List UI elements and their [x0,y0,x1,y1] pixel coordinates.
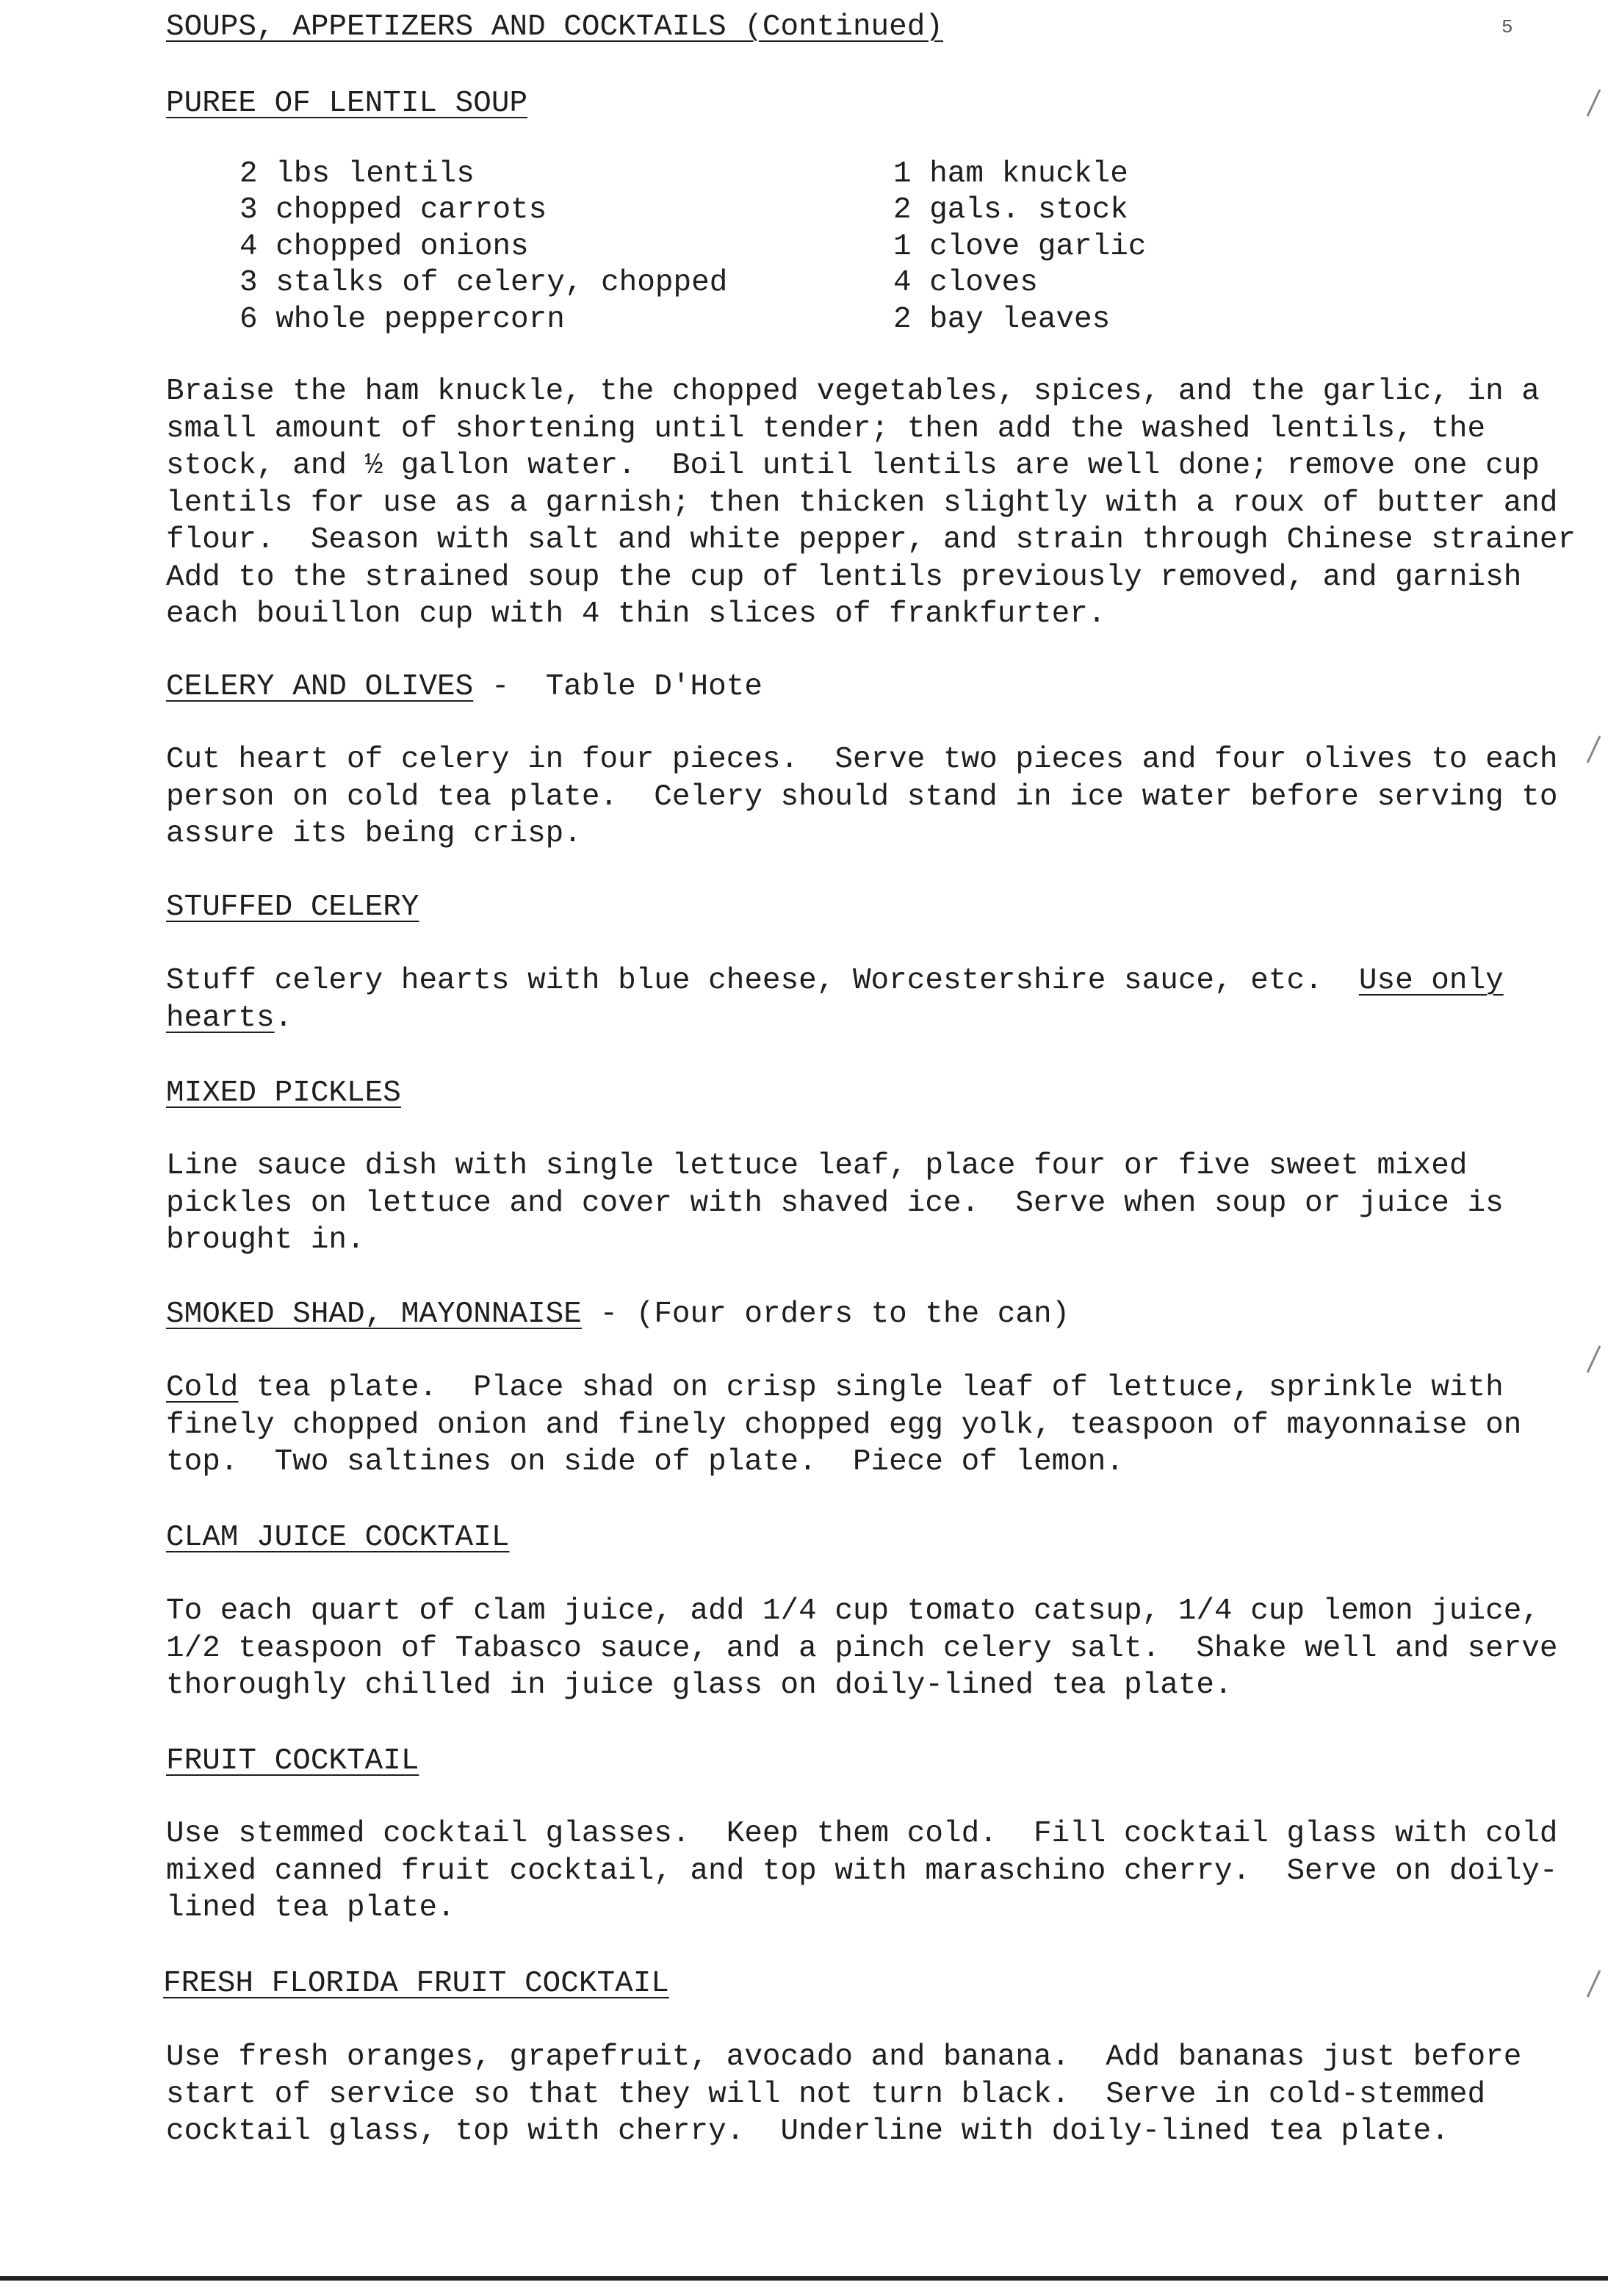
body-line [166,962,1606,1000]
body-line: cocktail glass, top with cherry. Underline with doily-lined tea plate. [166,2115,1449,2148]
body-text: tea plate. Place shad on crisp single leaf of lettuce, sprinkle with [238,1371,1504,1405]
ingredient: 1 clove garlic [893,230,1147,264]
recipe-title-celery-olives: CELERY AND OLIVES [166,670,474,704]
section-title: SOUPS, APPETIZERS AND COCKTAILS (Continued) [166,10,943,44]
recipe-body-florida-fruit [166,2039,1606,2151]
recipe-heading-celery-olives [166,669,762,705]
body-line: top. Two saltines on side of plate. Piece of lemon. [166,1445,1125,1479]
recipe-title-smoked-shad: SMOKED SHAD, MAYONNAISE [166,1298,582,1331]
ingredient: 3 chopped carrots [239,193,547,227]
recipe-body-celery-olives [166,741,1606,853]
recipe-heading-smoked-shad [166,1296,1070,1333]
recipe-body-lentil-soup [166,373,1606,633]
body-line: Cut heart of celery in four pieces. Serve two pieces and four olives to each [166,743,1558,777]
body-line: Use fresh oranges, grapefruit, avocado and banana. Add bananas just before [166,2040,1522,2074]
recipe-subtitle: - Table D'Hote [473,670,762,704]
body-text: Stuff celery hearts with blue cheese, Worcestershire sauce, etc. [166,964,1359,998]
body-line: Line sauce dish with single lettuce leaf, place four or five sweet mixed [166,1149,1468,1183]
ingredient: 1 ham knuckle [893,157,1128,191]
ingredient: 4 chopped onions [239,230,529,264]
body-line: Add to the strained soup the cup of lentils previously removed, and garnish [166,560,1522,594]
scan-mark [1587,1970,1601,1998]
recipe-title-mixed-pickles: MIXED PICKLES [166,1076,401,1110]
body-line: 1/2 teaspoon of Tabasco sauce, and a pinch celery salt. Shake well and serve [166,1631,1558,1666]
recipe-body-clam-juice [166,1593,1606,1705]
body-line: Use stemmed cocktail glasses. Keep them cold. Fill cocktail glass with cold [166,1817,1558,1851]
recipe-title-florida-fruit: FRESH FLORIDA FRUIT COCKTAIL [163,1967,669,2001]
ingredient: 3 stalks of celery, chopped [239,266,728,300]
body-line: start of service so that they will not turn black. Serve in cold-stemmed [166,2077,1486,2112]
recipe-title-stuffed-celery: STUFFED CELERY [166,890,419,924]
recipe-body-smoked-shad [166,1370,1606,1481]
emphasis-text: hearts [166,1001,275,1035]
emphasis-text: Cold [166,1371,239,1405]
body-line: assure its being crisp. [166,817,582,851]
recipe-body-stuffed-celery [166,962,1606,1037]
body-line: pickles on lettuce and cover with shaved ice. Serve when soup or juice is [166,1186,1504,1220]
body-line: lentils for use as a garnish; then thicken slightly with a roux of butter and [166,486,1558,520]
body-line: flour. Season with salt and white pepper, and strain through Chinese strainer [166,523,1576,557]
ingredient: 2 lbs lentils [239,157,475,191]
scan-mark [1587,89,1601,117]
recipe-body-fruit-cocktail [166,1815,1606,1927]
emphasis-text: Use only [1358,964,1504,998]
body-line: mixed canned fruit cocktail, and top with maraschino cherry. Serve on doily- [166,1854,1558,1888]
recipe-subtitle: - (Four orders to the can) [581,1298,1070,1331]
ingredient: 2 gals. stock [893,193,1128,227]
body-line [166,1370,1606,1407]
recipe-body-mixed-pickles [166,1148,1606,1259]
body-line: stock, and ½ gallon water. Boil until lentils are well done; remove one cup [166,449,1540,483]
body-line: finely chopped onion and finely chopped egg yolk, teaspoon of mayonnaise on [166,1408,1522,1442]
body-line: each bouillon cup with 4 thin slices of frankfurter. [166,597,1106,631]
body-line: brought in. [166,1223,365,1257]
body-text: . [274,1001,293,1035]
body-line: Braise the ham knuckle, the chopped vegetables, spices, and the garlic, in a [166,375,1540,409]
body-line: thoroughly chilled in juice glass on doily-lined tea plate. [166,1669,1233,1702]
body-line: To each quart of clam juice, add 1/4 cup tomato catsup, 1/4 cup lemon juice, [166,1594,1540,1628]
recipe-title-clam-juice: CLAM JUICE COCKTAIL [166,1521,510,1555]
body-line: lined tea plate. [166,1891,455,1925]
bottom-rule [0,2276,1608,2281]
ingredient: 4 cloves [893,266,1038,300]
ingredient: 6 whole peppercorn [239,303,565,337]
recipe-title-lentil-soup: PUREE OF LENTIL SOUP [166,87,528,120]
body-line: small amount of shortening until tender; then add the washed lentils, the [166,411,1486,446]
body-line [166,1000,1606,1037]
body-line: person on cold tea plate. Celery should stand in ice water before serving to [166,780,1558,814]
page-mark: 5 [1501,16,1513,38]
recipe-title-fruit-cocktail: FRUIT COCKTAIL [166,1744,419,1778]
ingredient: 2 bay leaves [893,303,1111,337]
